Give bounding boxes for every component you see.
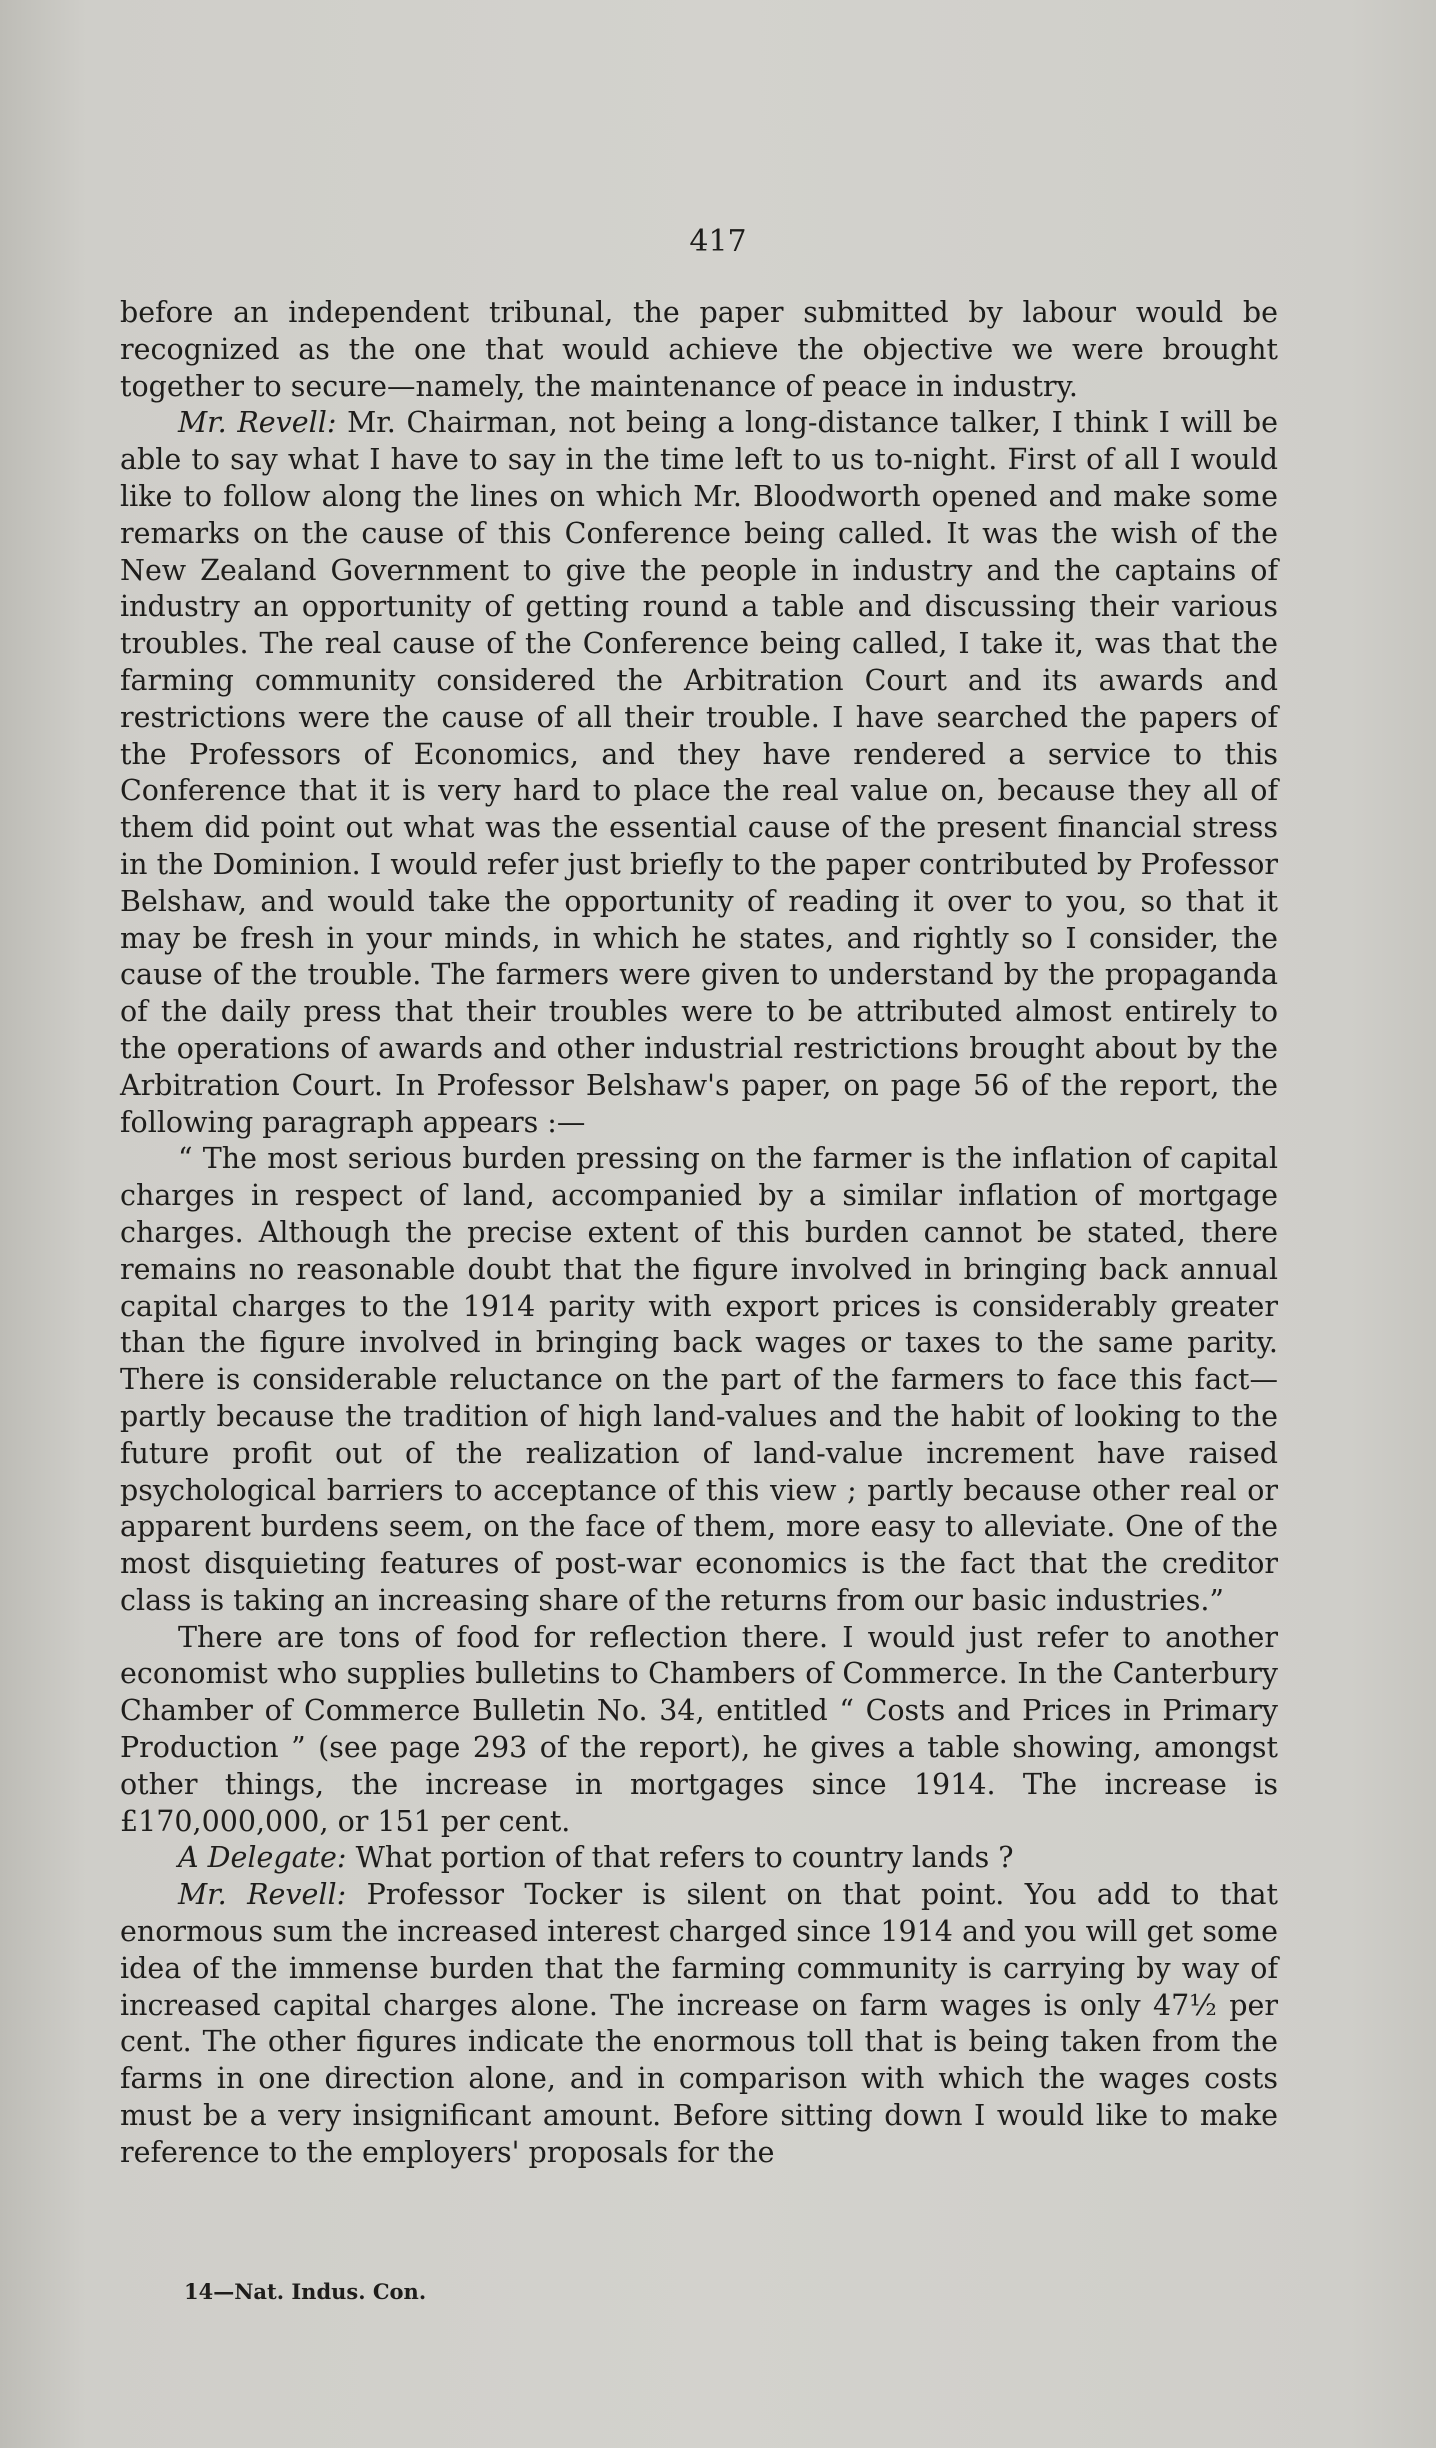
paragraph-text: “ The most serious burden pressing on the farmer is the inflation of capital charges in respect of land, accompanied by a similar inflation of mortgage charges. Although the precise extent of this burden cannot be stated, there remains no reasonable doubt that the figure involved in bringing back annual capital charges to the 1914 parity with export prices is considerably greater than the figure involved in bringing back wages or taxes to the same parity. There is considerable reluctance on the part of the farmers to face this fact—partly because the tradition of high land-values and the habit of looking to the future profit out of the realization of land-value increment have raised psychological barriers to acceptance of this view ; partly because other real or apparent burdens seem, on the face of them, more easy to alleviate. One of the most disquieting features of post-war economics is the fact that the creditor class is taking an increasing share of the returns from our basic industries.” <box>120 1142 1278 1617</box>
paragraph <box>120 405 1278 1141</box>
speaker-name: Mr. Revell: <box>178 406 337 440</box>
page-number: 417 <box>689 224 747 259</box>
quoted-paragraph <box>120 1141 1278 1619</box>
footer-signature-mark: 14—Nat. Indus. Con. <box>184 2279 427 2304</box>
paragraph <box>120 1877 1278 2171</box>
paragraph-text: before an independent tribunal, the paper submitted by labour would be recognized as the one that would achieve the objective we were brought together to secure—namely, the maintenance of peace in industry. <box>120 296 1278 403</box>
paragraph <box>120 1840 1278 1877</box>
speaker-name: A Delegate: <box>178 1841 347 1875</box>
speaker-name: Mr. Revell: <box>178 1878 347 1912</box>
paragraph-text: Mr. Chairman, not being a long-distance talker, I think I will be able to say what I have to say in the time left to us to-night. First of all I would like to follow along the lines on which Mr. Bloodworth opened and make some remarks on the cause of this Conference being called. It was the wish of the New Zealand Government to give the people in industry and the captains of industry an opportunity of getting round a table and discussing their various troubles. The real cause of the Conference being called, I take it, was that the farming community considered the Arbitration Court and its awards and restrictions were the cause of all their trouble. I have searched the papers of the Professors of Economics, and they have rendered a service to this Conference that it is very hard to place the real value on, because they all of them did point out what was the essential cause of the present financial stress in the Dominion. I would refer just briefly to the paper contributed by Professor Belshaw, and would take the opportunity of reading it over to you, so that it may be fresh in your minds, in which he states, and rightly so I consider, the cause of the trouble. The farmers were given to understand by the propaganda of the daily press that their troubles were to be attributed almost entirely to the operations of awards and other industrial restrictions brought about by the Arbitration Court. In Professor Belshaw's paper, on page 56 of the report, the following paragraph appears :— <box>120 406 1278 1139</box>
paragraph <box>120 1620 1278 1841</box>
paragraph-text: What portion of that refers to country lands ? <box>355 1841 1014 1875</box>
paragraph-text: Professor Tocker is silent on that point. You add to that enormous sum the increased interest charged since 1914 and you will get some idea of the immense burden that the farming community is carrying by way of increased capital charges alone. The increase on farm wages is only 47½ per cent. The other figures indicate the enormous toll that is being taken from the farms in one direction alone, and in comparison with which the wages costs must be a very insignificant amount. Before sitting down I would like to make reference to the employers' proposals for the <box>120 1878 1279 2169</box>
paragraph-text: There are tons of food for reflection there. I would just refer to another economist who supplies bulletins to Chambers of Commerce. In the Canterbury Chamber of Commerce Bulletin No. 34, entitled “ Costs and Prices in Primary Production ” (see page 293 of the report), he gives a table showing, amongst other things, the increase in mortgages since 1914. The increase is £170,000,000, or 151 per cent. <box>120 1620 1278 1838</box>
paragraph <box>120 295 1278 405</box>
document-body <box>120 295 1278 2172</box>
